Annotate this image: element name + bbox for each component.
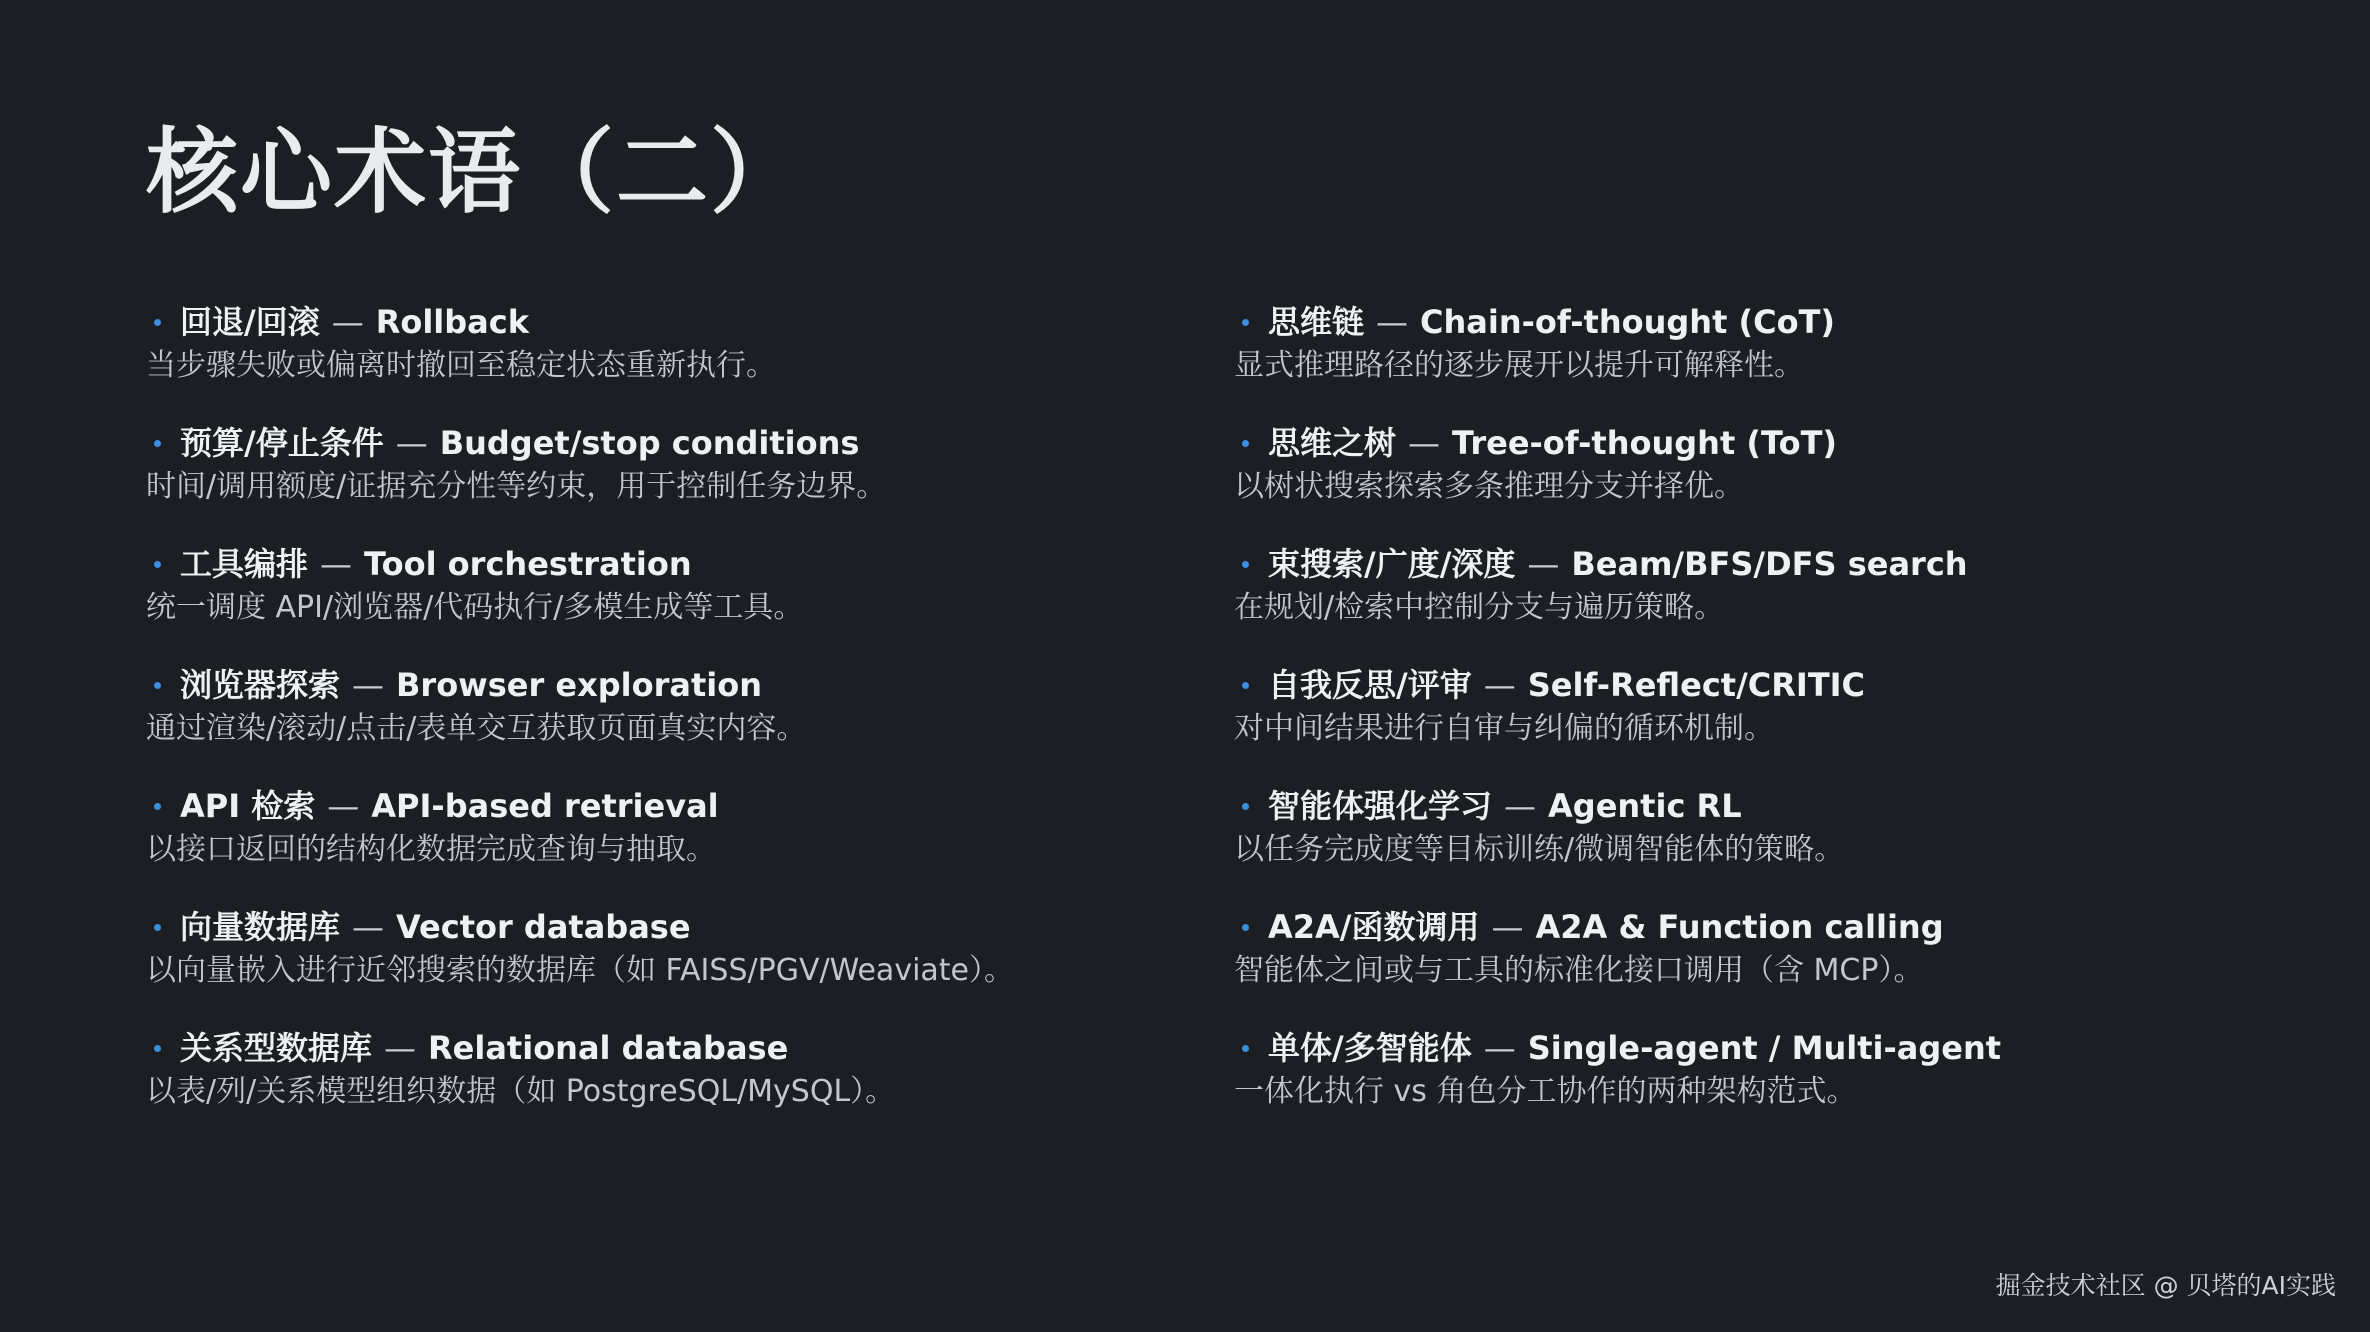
term-chinese: 浏览器探索: [180, 666, 341, 704]
term-heading: [146, 903, 1186, 951]
term-heading: [1234, 540, 2274, 588]
term-description: 当步骤失败或偏离时撤回至稳定状态重新执行。: [146, 348, 776, 383]
term-english: Agentic RL: [1548, 787, 1742, 825]
bullet-dot-icon: [1242, 682, 1249, 689]
term-item: [146, 419, 1186, 540]
term-english: Relational database: [428, 1029, 789, 1067]
term-separator: —: [1483, 1029, 1516, 1067]
term-heading: [1234, 419, 2274, 467]
bullet-dot-icon: [1242, 319, 1249, 326]
term-heading: [146, 1024, 1186, 1072]
term-chinese: 思维之树: [1268, 424, 1397, 462]
term-english: Browser exploration: [396, 666, 763, 704]
term-description: 在规划/检索中控制分支与遍历策略。: [1234, 590, 1725, 625]
term-separator: —: [1491, 908, 1524, 946]
term-separator: —: [352, 908, 385, 946]
term-item: [146, 661, 1186, 782]
term-heading: [146, 298, 1186, 346]
term-description: 以树状搜索探索多条推理分支并择优。: [1234, 469, 1744, 504]
term-item: [1234, 419, 2274, 540]
term-english: A2A & Function calling: [1535, 908, 1944, 946]
term-heading: [146, 782, 1186, 830]
bullet-dot-icon: [154, 682, 161, 689]
term-description: 时间/调用额度/证据充分性等约束，用于控制任务边界。: [146, 469, 887, 504]
bullet-dot-icon: [1242, 561, 1249, 568]
term-english: API-based retrieval: [371, 787, 719, 825]
term-english: Tree-of-thought (ToT): [1452, 424, 1838, 462]
footer-watermark: 掘金技术社区 @ 贝塔的AI实践: [1995, 1271, 2336, 1300]
bullet-dot-icon: [154, 319, 161, 326]
term-item: [1234, 540, 2274, 661]
term-heading: [146, 661, 1186, 709]
term-heading: [1234, 1024, 2274, 1072]
term-english: Rollback: [375, 303, 530, 341]
term-chinese: 自我反思/评审: [1268, 666, 1472, 704]
slide-title: 核心术语（二）: [146, 119, 805, 226]
term-description: 统一调度 API/浏览器/代码执行/多模生成等工具。: [146, 590, 804, 625]
term-heading: [1234, 661, 2274, 709]
term-heading: [1234, 903, 2274, 951]
term-description: 显式推理路径的逐步展开以提升可解释性。: [1234, 348, 1804, 383]
term-separator: —: [395, 424, 428, 462]
term-separator: —: [327, 787, 360, 825]
term-english: Chain-of-thought (CoT): [1420, 303, 1836, 341]
term-description: 以表/列/关系模型组织数据（如 PostgreSQL/MySQL）。: [146, 1074, 896, 1109]
term-item: [146, 782, 1186, 903]
term-chinese: 智能体强化学习: [1268, 787, 1493, 825]
term-chinese: 向量数据库: [180, 908, 341, 946]
term-description: 以接口返回的结构化数据完成查询与抽取。: [146, 832, 716, 867]
term-item: [1234, 661, 2274, 782]
term-separator: —: [384, 1029, 417, 1067]
term-description: 以任务完成度等目标训练/微调智能体的策略。: [1234, 832, 1845, 867]
term-item: [1234, 903, 2274, 1024]
term-separator: —: [1376, 303, 1409, 341]
bullet-dot-icon: [1242, 924, 1249, 931]
bullet-dot-icon: [154, 803, 161, 810]
term-heading: [1234, 782, 2274, 830]
term-item: [146, 540, 1186, 661]
term-english: Self-Reflect/CRITIC: [1527, 666, 1866, 704]
term-separator: —: [1483, 666, 1516, 704]
term-description: 通过渲染/滚动/点击/表单交互获取页面真实内容。: [146, 711, 807, 746]
term-item: [146, 1024, 1186, 1145]
bullet-dot-icon: [1242, 1045, 1249, 1052]
term-separator: —: [352, 666, 385, 704]
term-item: [1234, 1024, 2274, 1145]
term-chinese: 思维链: [1268, 303, 1365, 341]
bullet-dot-icon: [154, 440, 161, 447]
term-english: Tool orchestration: [364, 545, 692, 583]
right-term-column: [1234, 298, 2274, 1145]
term-chinese: 单体/多智能体: [1268, 1029, 1472, 1067]
term-description: 对中间结果进行自审与纠偏的循环机制。: [1234, 711, 1774, 746]
term-english: Vector database: [396, 908, 691, 946]
term-heading: [146, 540, 1186, 588]
term-chinese: API 检索: [180, 787, 316, 825]
term-english: Single-agent / Multi-agent: [1527, 1029, 2002, 1067]
term-heading: [1234, 298, 2274, 346]
term-chinese: 预算/停止条件: [180, 424, 384, 462]
term-item: [146, 298, 1186, 419]
bullet-dot-icon: [1242, 440, 1249, 447]
term-english: Budget/stop conditions: [439, 424, 860, 462]
term-separator: —: [1408, 424, 1441, 462]
term-item: [146, 903, 1186, 1024]
term-item: [1234, 298, 2274, 419]
left-term-column: [146, 298, 1186, 1145]
term-description: 一体化执行 vs 角色分工协作的两种架构范式。: [1234, 1074, 1857, 1109]
term-english: Beam/BFS/DFS search: [1571, 545, 1968, 583]
term-chinese: A2A/函数调用: [1268, 908, 1480, 946]
term-chinese: 工具编排: [180, 545, 309, 583]
term-separator: —: [320, 545, 353, 583]
term-description: 智能体之间或与工具的标准化接口调用（含 MCP）。: [1234, 953, 1924, 988]
term-heading: [146, 419, 1186, 467]
term-chinese: 关系型数据库: [180, 1029, 373, 1067]
bullet-dot-icon: [154, 561, 161, 568]
bullet-dot-icon: [154, 924, 161, 931]
term-chinese: 束搜索/广度/深度: [1268, 545, 1516, 583]
term-description: 以向量嵌入进行近邻搜索的数据库（如 FAISS/PGV/Weaviate）。: [146, 953, 1015, 988]
bullet-dot-icon: [154, 1045, 161, 1052]
term-separator: —: [1527, 545, 1560, 583]
term-separator: —: [1504, 787, 1537, 825]
term-item: [1234, 782, 2274, 903]
term-chinese: 回退/回滚: [180, 303, 320, 341]
term-separator: —: [331, 303, 364, 341]
bullet-dot-icon: [1242, 803, 1249, 810]
